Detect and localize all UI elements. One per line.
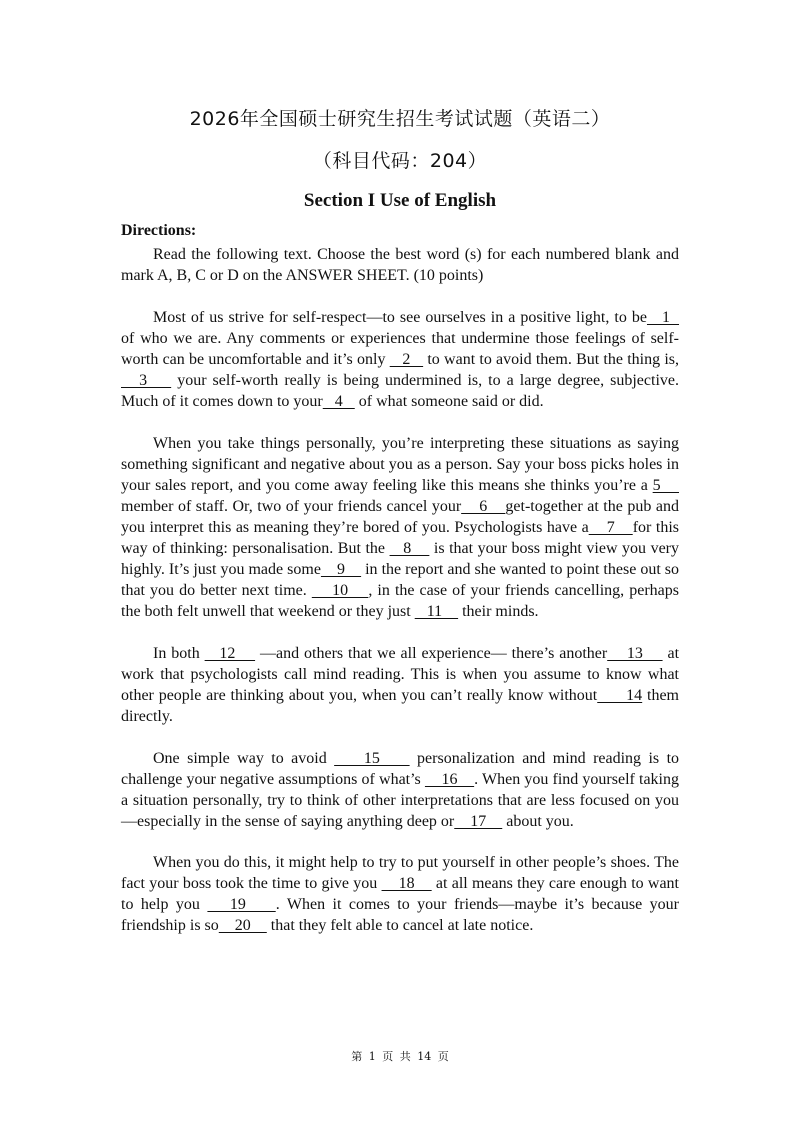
answer-blank: 12 xyxy=(204,645,256,662)
answer-blank: 19 xyxy=(207,896,276,913)
answer-blank: 1 xyxy=(646,309,680,326)
answer-blank: 17 xyxy=(454,813,503,830)
page-footer: 第 1 页 共 14 页 xyxy=(351,1050,449,1063)
answer-blank: 6 xyxy=(461,498,506,515)
passage-paragraph-5: When you do this, it might help to try to put yourself in other people’s shoes. The fact your boss took the time to give you 18 at all means they care enough to want to help you 19 . When it comes to your friends—maybe it’s because your friendship is so 20 that they felt able to cancel at late notice. xyxy=(121,854,679,934)
answer-blank: 3 xyxy=(121,372,172,389)
answer-blank: 10 xyxy=(311,582,369,599)
answer-blank: 8 xyxy=(389,540,430,557)
passage-paragraph-2: When you take things personally, you’re interpreting these situations as saying something significant and negative about you as a person. Say your boss picks holes in your sales report, and you come away feeling like this means she thinks you’re a 5 member of staff. Or, two of your friends cancel your 6 get-together at the pub and you interpret this as meaning they’re bored of you. Psychologists have a 7 for this way of thinking: personalisation. But the 8 is that your boss might view you very highly. It’s just you made some 9 in the report and she wanted to point these out so that you do better next time. 10 , in the case of your friends cancelling, perhaps the both felt unwell that weekend or they just 11 their minds. xyxy=(121,435,680,620)
passage-paragraph-4: One simple way to avoid 15 personalization and mind reading is to challenge your negative assumptions of what’s 16 . When you find yourself taking a situation personally, try to think of other interpretations that are less focused on you—especially in the sense of saying anything deep or 17 about you. xyxy=(121,750,680,830)
answer-blank: 7 xyxy=(588,519,633,536)
answer-blank: 5 xyxy=(652,477,679,494)
answer-blank: 4 xyxy=(322,393,355,410)
section-title: Section I Use of English xyxy=(303,190,497,211)
passage-paragraph-3: In both 12 —and others that we all experience— there’s another 13 at work that psychologists call mind reading. This is when you assume to know what other people are thinking about you, when you can’t really know without 14 them directly. xyxy=(121,645,680,725)
answer-blank: 9 xyxy=(320,561,362,578)
directions-text: Read the following text. Choose the best word (s) for each numbered blank and mark A, B, C or D on the ANSWER SHEET. (10 points) xyxy=(121,246,679,284)
answer-blank: 16 xyxy=(424,771,475,788)
passage-paragraph-1: Most of us strive for self-respect—to see ourselves in a positive light, to be 1 of who we are. Any comments or experiences that undermine those feelings of self-worth can be uncomfortable and it’s only 2 to want to avoid them. But the thing is, 3 your self-worth really is being undermined is, to a large degree, subjective. Much of it comes down to your 4 of what someone said or did. xyxy=(121,309,680,410)
exam-title: 2026年全国硕士研究生招生考试试题（英语二） xyxy=(189,108,611,130)
answer-blank: 20 xyxy=(218,917,267,934)
subject-code: （科目代码：204） xyxy=(312,150,488,172)
answer-blank: 14 xyxy=(597,687,643,704)
answer-blank: 15 xyxy=(334,750,410,767)
answer-blank: 11 xyxy=(414,603,459,620)
directions-heading: Directions: xyxy=(121,222,197,239)
answer-blank: 2 xyxy=(389,351,424,368)
answer-blank: 18 xyxy=(381,875,432,892)
answer-blank: 13 xyxy=(607,645,663,662)
